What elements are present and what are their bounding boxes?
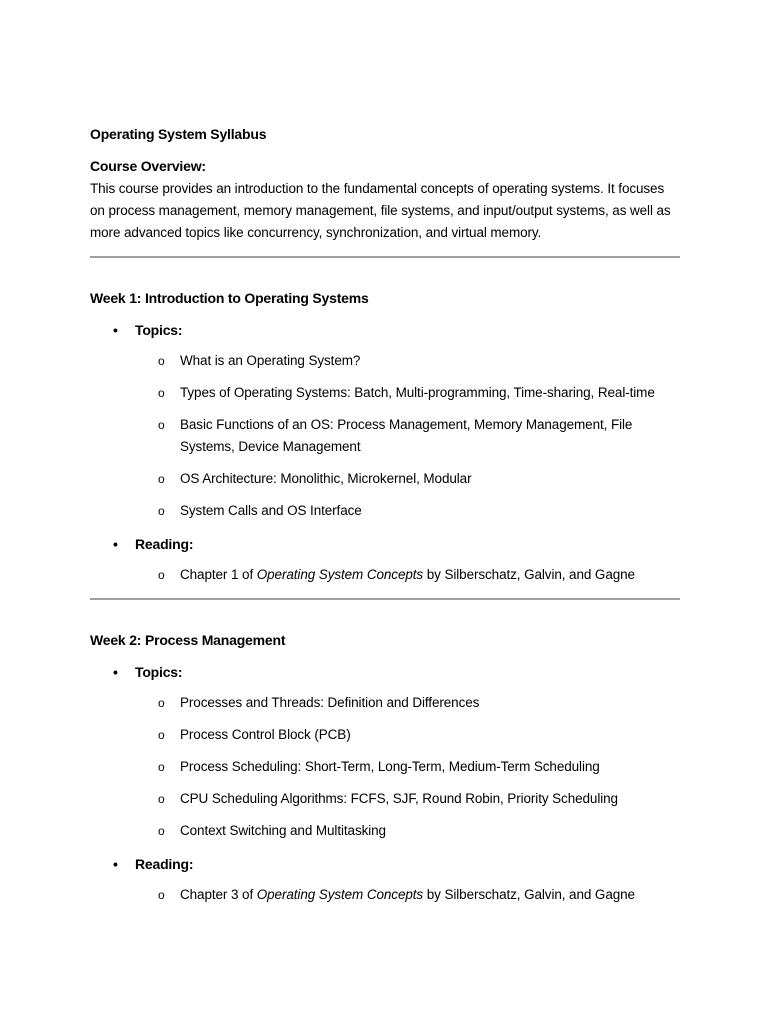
- bullet-icon: •: [113, 322, 118, 338]
- bullet-icon: •: [113, 664, 118, 680]
- topics-list: [90, 350, 680, 522]
- circle-bullet-icon: o: [158, 504, 165, 518]
- document-page: [90, 124, 680, 906]
- circle-bullet-icon: o: [158, 354, 165, 368]
- book-title: Operating System Concepts: [256, 887, 424, 902]
- document-title: Operating System Syllabus: [90, 126, 267, 142]
- book-title: Operating System Concepts: [256, 567, 424, 582]
- reading-group: [90, 854, 680, 906]
- circle-bullet-icon: o: [158, 824, 165, 838]
- section-divider: [90, 598, 680, 600]
- overview-text: This course provides an introduction to the fundamental concepts of operating systems. It focuses on process management, memory management, file systems, and input/output systems, as well as more advanced topics like concurrency, synchronization, and virtual memory.: [90, 181, 671, 240]
- topics-group: [90, 320, 680, 522]
- list-item: o Process Control Block (PCB): [90, 724, 680, 746]
- list-item: o Process Scheduling: Short-Term, Long-Term, Medium-Term Scheduling: [90, 756, 680, 778]
- circle-bullet-icon: o: [158, 418, 165, 432]
- circle-bullet-icon: o: [158, 568, 165, 582]
- list-item: o CPU Scheduling Algorithms: FCFS, SJF, Round Robin, Priority Scheduling: [90, 788, 680, 810]
- list-item: o Types of Operating Systems: Batch, Multi-programming, Time-sharing, Real-time: [90, 382, 680, 404]
- list-item: o Context Switching and Multitasking: [90, 820, 680, 842]
- circle-bullet-icon: o: [158, 472, 165, 486]
- list-item: o Processes and Threads: Definition and Differences: [90, 692, 680, 714]
- circle-bullet-icon: o: [158, 792, 165, 806]
- reading-label: Reading:: [135, 856, 194, 872]
- week-heading: Week 2: Process Management: [90, 632, 286, 648]
- bullet-icon: •: [113, 536, 118, 552]
- reading-list: [90, 884, 680, 906]
- week-2-section: [90, 630, 680, 906]
- reading-label: Reading:: [135, 536, 194, 552]
- reading-list: [90, 564, 680, 586]
- circle-bullet-icon: o: [158, 696, 165, 710]
- overview-heading: Course Overview:: [90, 158, 206, 174]
- week-heading: Week 1: Introduction to Operating Systems: [90, 290, 369, 306]
- topics-list: [90, 692, 680, 842]
- bullet-icon: •: [113, 856, 118, 872]
- circle-bullet-icon: o: [158, 728, 165, 742]
- circle-bullet-icon: o: [158, 760, 165, 774]
- reading-group: [90, 534, 680, 586]
- topics-label: Topics:: [135, 664, 183, 680]
- section-divider: [90, 256, 680, 258]
- list-item: o OS Architecture: Monolithic, Microkernel, Modular: [90, 468, 680, 490]
- list-item: o System Calls and OS Interface: [90, 500, 680, 522]
- circle-bullet-icon: o: [158, 888, 165, 902]
- list-item: o Chapter 1 of Operating System Concepts by Silberschatz, Galvin, and Gagne: [90, 564, 680, 586]
- topics-label: Topics:: [135, 322, 183, 338]
- topics-group: [90, 662, 680, 842]
- circle-bullet-icon: o: [158, 386, 165, 400]
- list-item: o Basic Functions of an OS: Process Management, Memory Management, File Systems, Device Management: [90, 414, 680, 458]
- list-item: o What is an Operating System?: [90, 350, 680, 372]
- week-1-section: [90, 288, 680, 586]
- list-item: o Chapter 3 of Operating System Concepts by Silberschatz, Galvin, and Gagne: [90, 884, 680, 906]
